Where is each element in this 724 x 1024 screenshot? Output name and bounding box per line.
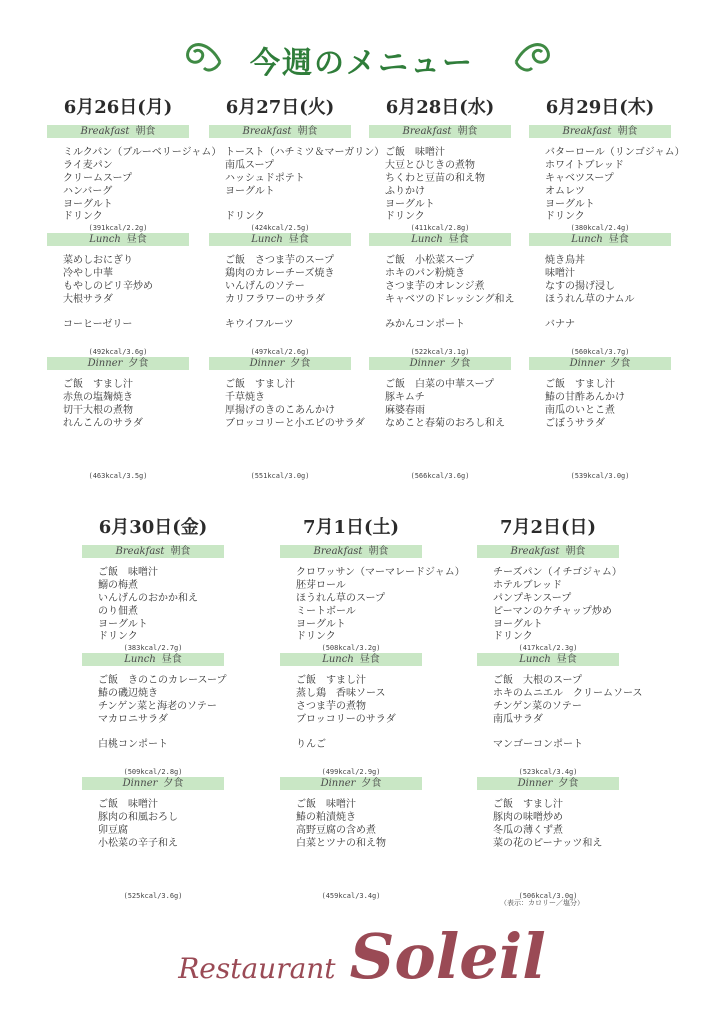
menu-item: ヨーグルト — [98, 619, 148, 630]
drink-item: ドリンク — [545, 211, 585, 222]
dinner-label-jp: 夕食 — [361, 778, 382, 789]
dinner-items — [529, 370, 671, 442]
menu-item: ご飯 すまし汁 — [296, 675, 366, 686]
breakfast-kcal: (383kcal/2.7g) — [123, 644, 183, 652]
dinner-items — [280, 790, 422, 862]
menu-item: クリームスープ — [63, 173, 132, 184]
dessert-item: みかんコンポート — [385, 319, 465, 330]
breakfast-label: Breakfast — [510, 546, 560, 557]
day-column — [47, 95, 222, 481]
dinner-items — [477, 790, 619, 862]
menu-item: ホワイトブレッド — [545, 160, 624, 171]
breakfast-kcal: (417kcal/2.3g) — [518, 644, 578, 652]
menu-item: ヨーグルト — [385, 199, 435, 210]
menu-item: ご飯 味噌汁 — [385, 147, 445, 158]
dinner-kcal: (551kcal/3.0g) — [250, 472, 310, 480]
menu-item: 冬瓜の薄くず煮 — [493, 825, 563, 836]
dinner-header — [47, 357, 189, 370]
menu-item: チンゲン菜のソテー — [493, 701, 582, 712]
breakfast-label-jp: 朝食 — [617, 126, 638, 137]
lunch-header — [209, 233, 351, 246]
breakfast-items — [47, 138, 222, 210]
lunch-label-jp: 昼食 — [556, 654, 577, 665]
dinner-header — [280, 777, 422, 790]
day-date: 6月29日(木) — [545, 97, 655, 118]
menu-item: カリフラワーのサラダ — [225, 294, 325, 305]
dessert-item: 白桃コンポート — [98, 739, 168, 750]
menu-item: ミートボール — [296, 606, 356, 617]
day-column — [369, 95, 515, 481]
menu-item: ご飯 味噌汁 — [296, 799, 356, 810]
lunch-label-jp: 昼食 — [608, 234, 629, 245]
dinner-label: Dinner — [320, 778, 356, 789]
menu-item: ご飯 すまし汁 — [493, 799, 563, 810]
breakfast-label: Breakfast — [80, 126, 130, 137]
menu-item: いんげんのおかか和え — [98, 593, 198, 604]
breakfast-items — [477, 558, 622, 630]
dinner-items — [47, 370, 189, 442]
menu-item: ヨーグルト — [296, 619, 346, 630]
menu-item: ハッシュドポテト — [225, 173, 305, 184]
menu-item: ちくわと豆苗の和え物 — [385, 173, 485, 184]
dinner-header — [477, 777, 619, 790]
menu-item: 菜の花のピーナッツ和え — [493, 838, 603, 849]
menu-item: 麻婆春雨 — [385, 405, 425, 416]
menu-item: ごぼうサラダ — [545, 418, 605, 429]
dinner-label: Dinner — [122, 778, 158, 789]
dessert-item: キウイフルーツ — [225, 319, 294, 330]
menu-item: さつま芋のオレンジ煮 — [385, 281, 485, 292]
breakfast-label: Breakfast — [242, 126, 292, 137]
menu-item: バターロール（リンゴジャム） — [545, 147, 685, 158]
lunch-kcal: (523kcal/3.4g) — [518, 768, 578, 776]
day-column — [209, 95, 385, 481]
lunch-items — [280, 666, 422, 738]
lunch-label: Lunch — [251, 234, 283, 245]
menu-item: クロワッサン（マーマレードジャム） — [296, 567, 465, 578]
lunch-kcal: (497kcal/2.6g) — [250, 348, 310, 356]
lunch-kcal: (560kcal/3.7g) — [570, 348, 630, 356]
breakfast-header — [529, 125, 671, 138]
day-column — [477, 515, 643, 901]
menu-item: 蒸し鶏 香味ソース — [296, 688, 386, 699]
dinner-label-jp: 夕食 — [450, 358, 471, 369]
lunch-label: Lunch — [89, 234, 121, 245]
breakfast-kcal: (411kcal/2.8g) — [410, 224, 470, 232]
menu-item: 厚揚げのきのこあんかけ — [225, 405, 335, 416]
day-date: 7月1日(土) — [302, 517, 400, 538]
breakfast-items — [280, 558, 465, 630]
menu-item: チンゲン菜と海老のソテー — [98, 701, 217, 712]
menu-item: 赤魚の塩麹焼き — [63, 392, 133, 403]
day-column — [529, 95, 685, 481]
lunch-label-jp: 昼食 — [161, 654, 182, 665]
day-column — [82, 515, 227, 901]
menu-item: ご飯 すまし汁 — [225, 379, 295, 390]
lunch-items — [369, 246, 515, 318]
day-date: 6月30日(金) — [98, 517, 208, 538]
dinner-kcal: (463kcal/3.5g) — [88, 472, 148, 480]
menu-item: オムレツ — [545, 186, 585, 197]
dessert-item: バナナ — [545, 319, 575, 330]
lunch-items — [82, 666, 227, 738]
breakfast-kcal: (424kcal/2.5g) — [250, 224, 310, 232]
menu-item: 鰆の粕漬焼き — [296, 812, 356, 823]
menu-item: ヨーグルト — [63, 199, 113, 210]
dinner-label-jp: 夕食 — [128, 358, 149, 369]
drink-item: ドリンク — [63, 211, 103, 222]
dinner-header — [529, 357, 671, 370]
menu-item: 南瓜サラダ — [493, 714, 543, 725]
menu-item: 鰆の甘酢あんかけ — [545, 392, 625, 403]
menu-item: 南瓜のいとこ煮 — [545, 405, 615, 416]
lunch-label-jp: 昼食 — [359, 654, 380, 665]
menu-item: 卯豆腐 — [98, 825, 128, 836]
lunch-header — [477, 653, 619, 666]
menu-item: チーズパン（イチゴジャム） — [493, 567, 622, 578]
menu-item: ほうれん草のスープ — [296, 593, 385, 604]
menu-item: 大豆とひじきの煮物 — [385, 160, 475, 171]
lunch-header — [369, 233, 511, 246]
lunch-label: Lunch — [519, 654, 551, 665]
lunch-items — [209, 246, 351, 318]
breakfast-items — [529, 138, 685, 210]
menu-item: 鶏肉のカレーチーズ焼き — [225, 268, 335, 279]
menu-item: れんこんのサラダ — [63, 418, 143, 429]
menu-item: ホキのパン粉焼き — [385, 268, 465, 279]
dinner-items — [369, 370, 511, 442]
day-date: 7月2日(日) — [499, 517, 597, 538]
dessert-item: マンゴーコンポート — [493, 739, 583, 750]
breakfast-label: Breakfast — [115, 546, 165, 557]
dessert-item: コーヒーゼリー — [63, 319, 133, 330]
menu-item: パンプキンスープ — [493, 593, 572, 604]
menu-item: 切干大根の煮物 — [63, 405, 133, 416]
breakfast-header — [82, 545, 224, 558]
lunch-header — [47, 233, 189, 246]
dinner-label: Dinner — [517, 778, 553, 789]
dinner-label: Dinner — [87, 358, 123, 369]
dinner-label-jp: 夕食 — [558, 778, 579, 789]
lunch-kcal: (499kcal/2.9g) — [321, 768, 381, 776]
drink-item: ドリンク — [296, 631, 336, 642]
breakfast-label-jp: 朝食 — [368, 546, 389, 557]
breakfast-label: Breakfast — [313, 546, 363, 557]
breakfast-header — [47, 125, 189, 138]
menu-item: 菜めしおにぎり — [63, 255, 133, 266]
menu-item: なめこと春菊のおろし和え — [385, 418, 505, 429]
menu-item: ヨーグルト — [493, 619, 543, 630]
dinner-items — [209, 370, 365, 442]
dinner-kcal: (459kcal/3.4g) — [321, 892, 381, 900]
lunch-label-jp: 昼食 — [126, 234, 147, 245]
lunch-label: Lunch — [411, 234, 443, 245]
dinner-label-jp: 夕食 — [290, 358, 311, 369]
lunch-kcal: (492kcal/3.6g) — [88, 348, 148, 356]
menu-item: ホテルブレッド — [493, 580, 562, 591]
flourish-right-icon — [510, 32, 556, 78]
dinner-label: Dinner — [409, 358, 445, 369]
menu-item: のり佃煮 — [98, 606, 138, 617]
menu-item: ご飯 味噌汁 — [98, 567, 158, 578]
menu-item: 南瓜スープ — [225, 160, 274, 171]
lunch-kcal: (522kcal/3.1g) — [410, 348, 470, 356]
menu-item: ハンバーグ — [63, 186, 113, 197]
day-date: 6月26日(月) — [63, 97, 173, 118]
breakfast-label-jp: 朝食 — [457, 126, 478, 137]
breakfast-header — [209, 125, 351, 138]
breakfast-kcal: (508kcal/3.2g) — [321, 644, 381, 652]
menu-item: 鰆の磯辺焼き — [98, 688, 158, 699]
dinner-label-jp: 夕食 — [163, 778, 184, 789]
menu-item: ほうれん草のナムル — [545, 294, 635, 305]
lunch-items — [529, 246, 671, 318]
lunch-kcal: (509kcal/2.8g) — [123, 768, 183, 776]
breakfast-kcal: (380kcal/2.4g) — [570, 224, 630, 232]
dinner-header — [82, 777, 224, 790]
breakfast-label-jp: 朝食 — [135, 126, 156, 137]
menu-item: ヨーグルト — [225, 186, 275, 197]
dinner-label: Dinner — [569, 358, 605, 369]
dinner-header — [369, 357, 511, 370]
menu-item: ミルクパン（ブルーベリージャム） — [63, 147, 222, 158]
lunch-header — [82, 653, 224, 666]
menu-item: 冷やし中華 — [63, 268, 113, 279]
footer-note: （表示：カロリー／塩分） — [500, 899, 584, 907]
menu-item: 豚肉の味噌炒め — [493, 812, 563, 823]
lunch-label-jp: 昼食 — [288, 234, 309, 245]
menu-item: 焼き鳥丼 — [545, 255, 585, 266]
menu-item: いんげんのソテー — [225, 281, 305, 292]
menu-item: ご飯 きのこのカレースープ — [98, 675, 227, 686]
menu-item: ホキのムニエル クリームソース — [493, 688, 643, 699]
menu-item: 味噌汁 — [545, 268, 575, 279]
menu-item: ご飯 大根のスープ — [493, 675, 582, 686]
lunch-label: Lunch — [322, 654, 354, 665]
breakfast-label-jp: 朝食 — [170, 546, 191, 557]
menu-item: トースト（ハチミツ＆マーガリン） — [225, 147, 385, 158]
breakfast-label: Breakfast — [402, 126, 452, 137]
menu-item: ご飯 すまし汁 — [63, 379, 133, 390]
day-date: 6月27日(火) — [225, 97, 335, 118]
dinner-kcal: (525kcal/3.6g) — [123, 892, 183, 900]
menu-item: 豚肉の和風おろし — [98, 812, 178, 823]
menu-item: 千草焼き — [225, 392, 265, 403]
day-column — [280, 515, 465, 901]
menu-item: ご飯 すまし汁 — [545, 379, 615, 390]
drink-item: ドリンク — [225, 211, 265, 222]
breakfast-kcal: (391kcal/2.2g) — [88, 224, 148, 232]
drink-item: ドリンク — [493, 631, 533, 642]
lunch-items — [477, 666, 643, 738]
restaurant-logo: Restaurant Soleil — [178, 920, 546, 993]
breakfast-label-jp: 朝食 — [297, 126, 318, 137]
menu-item: 胚芽ロール — [296, 580, 346, 591]
menu-item: さつま芋の煮物 — [296, 701, 366, 712]
dinner-header — [209, 357, 351, 370]
dinner-kcal: (566kcal/3.6g) — [410, 472, 470, 480]
dinner-label: Dinner — [249, 358, 285, 369]
menu-item: キャベツのドレッシング和え — [385, 294, 515, 305]
breakfast-items — [369, 138, 511, 210]
breakfast-items — [209, 138, 385, 210]
breakfast-header — [477, 545, 619, 558]
menu-item: 白菜とツナの和え物 — [296, 838, 386, 849]
menu-item: ご飯 白菜の中華スープ — [385, 379, 494, 390]
menu-item: ヨーグルト — [545, 199, 595, 210]
menu-item: 鰯の梅煮 — [98, 580, 138, 591]
lunch-header — [280, 653, 422, 666]
menu-item: 高野豆腐の含め煮 — [296, 825, 376, 836]
menu-item: ブロッコリーと小エビのサラダ — [225, 418, 365, 429]
menu-item: ピーマンのケチャップ炒め — [493, 606, 612, 617]
menu-item: なすの揚げ浸し — [545, 281, 615, 292]
menu-item: 小松菜の辛子和え — [98, 838, 178, 849]
menu-item: ライ麦パン — [63, 160, 113, 171]
lunch-items — [47, 246, 189, 318]
breakfast-items — [82, 558, 224, 630]
dinner-label-jp: 夕食 — [610, 358, 631, 369]
drink-item: ドリンク — [98, 631, 138, 642]
dinner-kcal: (539kcal/3.0g) — [570, 472, 630, 480]
menu-item: ご飯 小松菜スープ — [385, 255, 474, 266]
breakfast-label-jp: 朝食 — [565, 546, 586, 557]
breakfast-label: Breakfast — [562, 126, 612, 137]
lunch-header — [529, 233, 671, 246]
dinner-kcal: (506kcal/3.0g) — [518, 892, 578, 900]
menu-item: ご飯 さつま芋のスープ — [225, 255, 334, 266]
day-date: 6月28日(水) — [385, 97, 495, 118]
menu-item: ブロッコリーのサラダ — [296, 714, 396, 725]
menu-item: ご飯 味噌汁 — [98, 799, 158, 810]
menu-item: キャベツスープ — [545, 173, 614, 184]
menu-item: 大根サラダ — [63, 294, 113, 305]
menu-item: マカロニサラダ — [98, 714, 168, 725]
drink-item: ドリンク — [385, 211, 425, 222]
lunch-label: Lunch — [571, 234, 603, 245]
dinner-items — [82, 790, 224, 862]
lunch-label-jp: 昼食 — [448, 234, 469, 245]
breakfast-header — [280, 545, 422, 558]
menu-item: もやしのピリ辛炒め — [63, 281, 153, 292]
menu-item: ふりかけ — [385, 186, 425, 197]
dessert-item: りんご — [296, 739, 326, 750]
lunch-label: Lunch — [124, 654, 156, 665]
breakfast-header — [369, 125, 511, 138]
menu-item: 豚キムチ — [385, 392, 425, 403]
page-title: 今週のメニュー — [250, 46, 474, 81]
